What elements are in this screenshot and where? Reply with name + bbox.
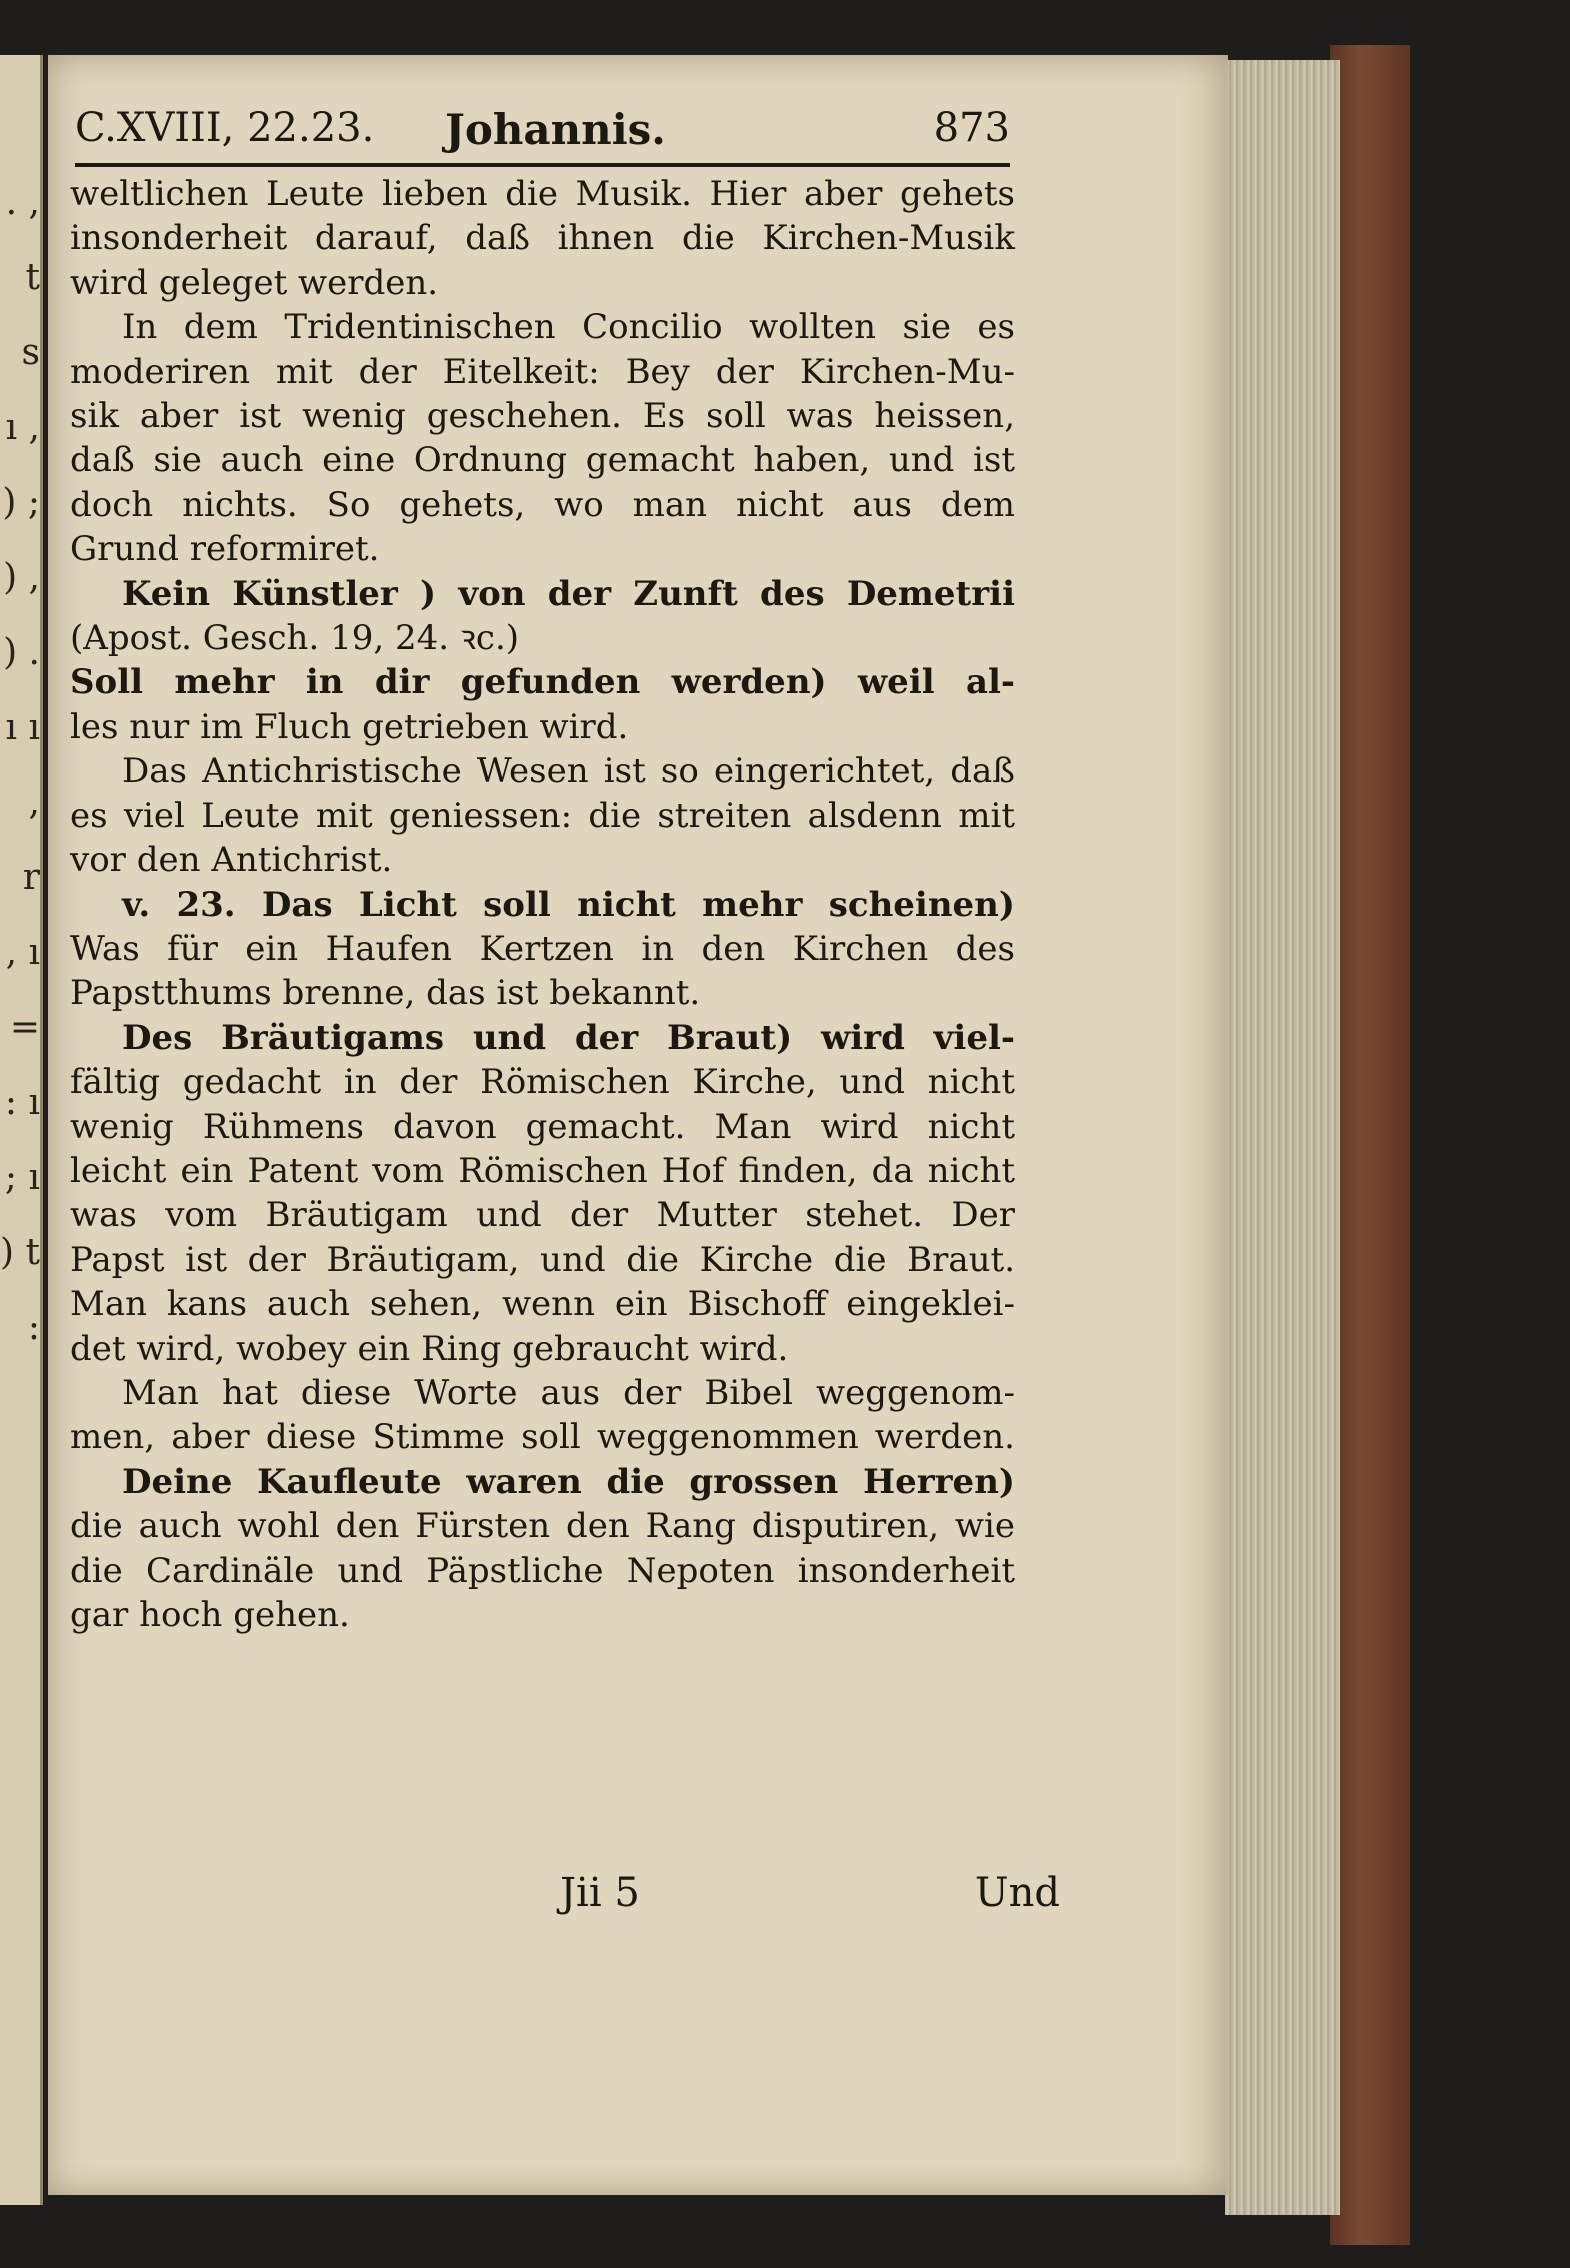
text-line: daß sie auch eine Ordnung gemacht haben, und ist bbox=[70, 440, 1015, 481]
text-line: insonderheit darauf, daß ihnen die Kirchen-Musik bbox=[70, 218, 1015, 259]
text-line: det wird, wobey ein Ring gebraucht wird. bbox=[70, 1328, 789, 1369]
text-line: (Apost. Gesch. 19, 24. ꝛc.) bbox=[70, 618, 520, 659]
text-line: leicht ein Patent vom Römischen Hof finden, da nicht bbox=[70, 1150, 1015, 1191]
text-line: Man hat diese Worte aus der Bibel weggenom- bbox=[122, 1372, 1015, 1413]
text-line: wenig Rühmens davon gemacht. Man wird nicht bbox=[70, 1106, 1015, 1147]
text-line: weltlichen Leute lieben die Musik. Hier aber gehets bbox=[70, 174, 1015, 214]
text-line: vor den Antichrist. bbox=[70, 840, 393, 881]
text-line: doch nichts. So gehets, wo man nicht aus dem bbox=[70, 484, 1015, 525]
text-line: Grund reformiret. bbox=[70, 529, 380, 570]
lemma-line: Deine Kaufleute waren die grossen Herren) bbox=[122, 1461, 1015, 1502]
lemma-line: Kein Künstler ) von der Zunft des Demetrii bbox=[122, 573, 1015, 614]
text-line: moderiren mit der Eitelkeit: Bey der Kirchen-Mu- bbox=[70, 351, 1015, 392]
text-line: Papstthums brenne, das ist bekannt. bbox=[70, 973, 701, 1014]
book-title: Johannis. bbox=[445, 105, 666, 154]
text-line: die auch wohl den Fürsten den Rang disputiren, wie bbox=[70, 1506, 1015, 1547]
left-page-fragment-marks: . , t s ı , ) ; ) , ) . ı ı , r , ı = : ı ; ı ) t : bbox=[0, 182, 40, 1348]
chapter-reference: C.XVIII, 22.23. bbox=[75, 105, 375, 151]
text-line: gar hoch gehen. bbox=[70, 1595, 350, 1635]
text-line: les nur im Fluch getrieben wird. bbox=[70, 706, 629, 747]
text-line: Papst ist der Bräutigam, und die Kirche die Braut. bbox=[70, 1239, 1015, 1280]
signature-mark: Jii 5 bbox=[560, 1870, 640, 1916]
text-line: fältig gedacht in der Römischen Kirche, und nicht bbox=[70, 1062, 1015, 1103]
text-line: Man kans auch sehen, wenn ein Bischoff eingeklei- bbox=[70, 1284, 1015, 1325]
text-line: Das Antichristische Wesen ist so eingerichtet, daß bbox=[122, 751, 1015, 792]
text-line: was vom Bräutigam und der Mutter stehet. Der bbox=[70, 1195, 1015, 1236]
header-rule bbox=[75, 163, 1010, 167]
text-line: sik aber ist wenig geschehen. Es soll was heissen, bbox=[70, 396, 1015, 437]
text-line: wird geleget werden. bbox=[70, 262, 439, 303]
page-footer bbox=[560, 1870, 1060, 1920]
running-header bbox=[75, 105, 1010, 165]
catchword: Und bbox=[974, 1870, 1060, 1916]
text-line: Was für ein Haufen Kertzen in den Kirchen des bbox=[70, 928, 1015, 969]
lemma-line: Soll mehr in dir gefunden werden) weil al- bbox=[70, 662, 1015, 703]
text-line: men, aber diese Stimme soll weggenommen werden. bbox=[70, 1417, 1015, 1458]
text-line: die Cardinäle und Päpstliche Nepoten insonderheit bbox=[70, 1550, 1015, 1591]
text-line: In dem Tridentinischen Concilio wollten sie es bbox=[122, 307, 1015, 348]
lemma-line: v. 23. Das Licht soll nicht mehr scheinen) bbox=[122, 884, 1015, 925]
page-stack-edge bbox=[1225, 60, 1340, 2215]
left-page-edge bbox=[0, 55, 43, 2205]
book-cover bbox=[1330, 45, 1410, 2245]
lemma-line: Des Bräutigams und der Braut) wird viel- bbox=[122, 1017, 1015, 1058]
body-text bbox=[70, 172, 1015, 1637]
page-number: 873 bbox=[933, 105, 1010, 151]
text-line: es viel Leute mit geniessen: die streiten alsdenn mit bbox=[70, 795, 1015, 836]
